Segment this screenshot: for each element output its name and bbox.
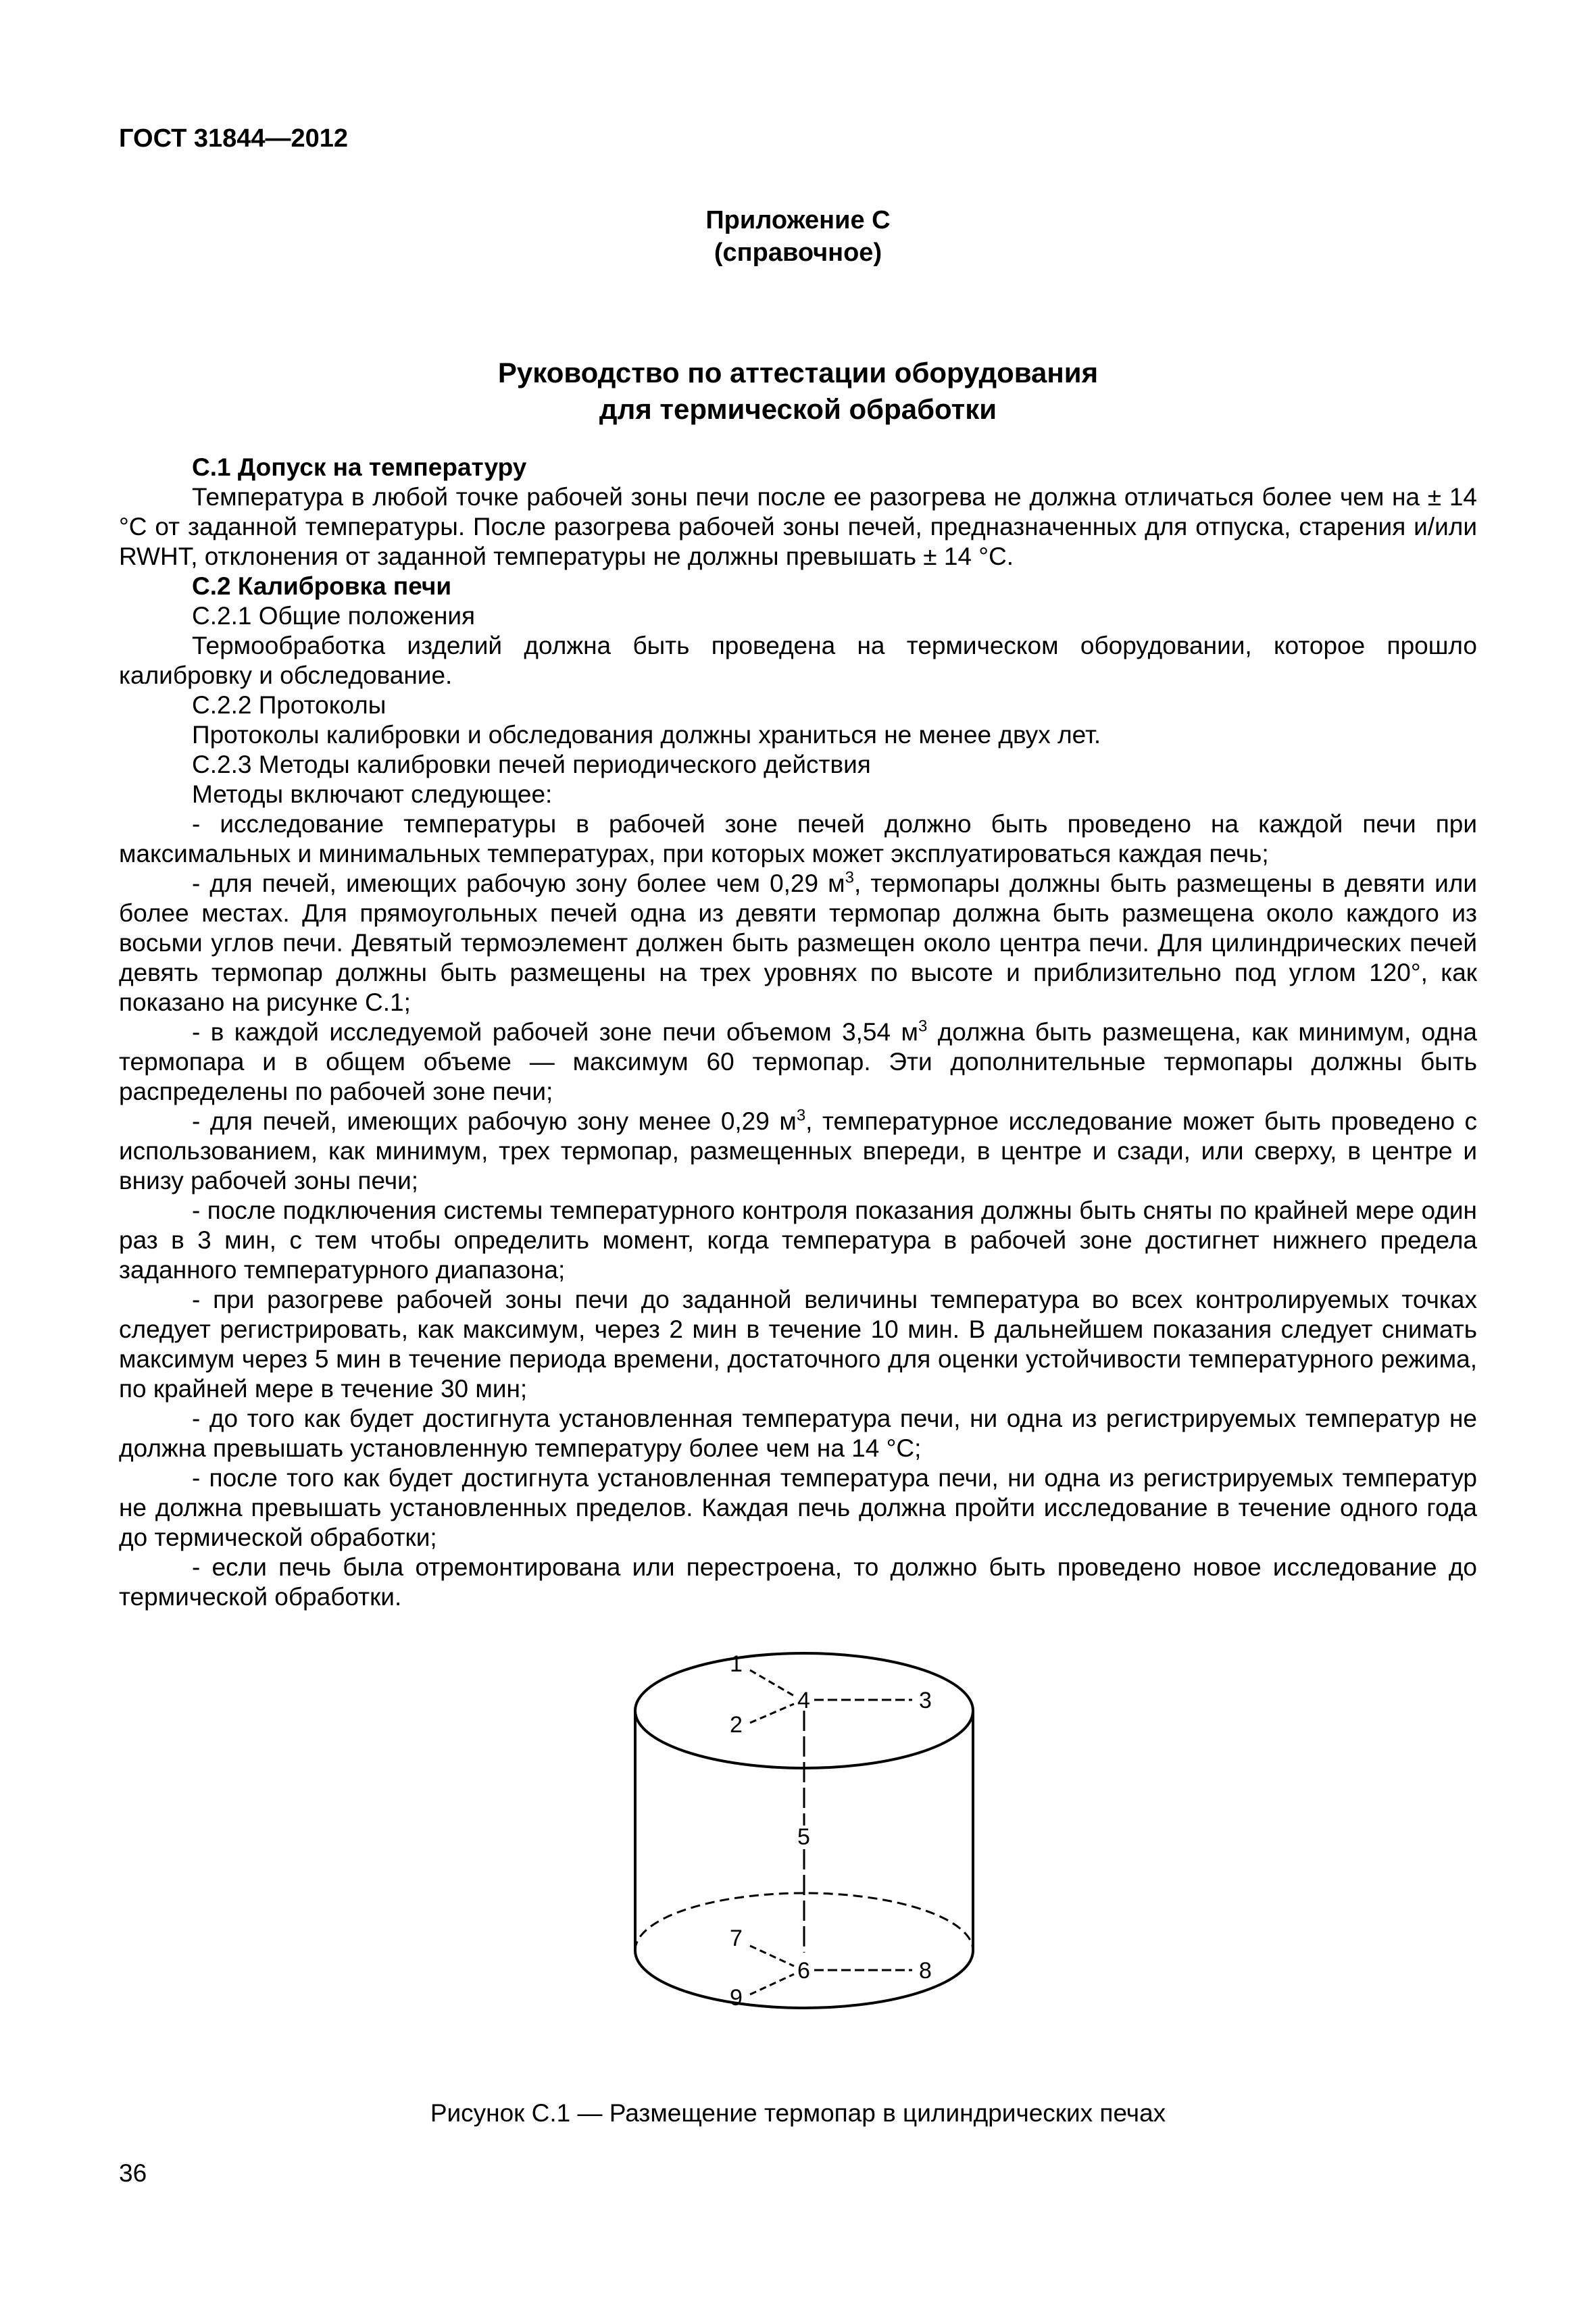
- label-3: 3: [919, 1688, 932, 1713]
- superscript: 3: [918, 1017, 928, 1036]
- superscript: 3: [796, 1106, 806, 1125]
- list-item: [119, 1017, 1477, 1107]
- document-code: ГОСТ 31844—2012: [119, 124, 349, 153]
- list-item: - после того как будет достигнута установленная температура печи, ни одна из регистрируемых температур не должна превышать установленных пределов. Каждая печь должна пройти исследование в течение одного года до термической обработки;: [119, 1464, 1477, 1551]
- leader-line: [750, 1704, 794, 1723]
- list-item: - если печь была отремонтирована или перестроена, то должно быть проведено новое исследование до термической обработки.: [119, 1553, 1477, 1611]
- annex-body: [119, 453, 1477, 1612]
- annex-title-line1: Руководство по аттестации оборудования: [497, 357, 1099, 388]
- label-4: 4: [797, 1688, 810, 1713]
- section-c23-heading: С.2.3 Методы калибровки печей периодического действия: [192, 751, 871, 778]
- list-item-text: , термопары должны быть размещены в девяти или более местах. Для прямоугольных печей одна из девяти термопар должна быть размещена около каждого из восьми углов печи. Девятый термоэлемент должен быть размещен около центра печи. Для цилиндрических печей девять термопар должны быть размещены на трех уровнях по высоте и приблизительно под углом 120°, как показано на рисунке С.1;: [119, 870, 1477, 1016]
- list-item-text: должна быть размещена, как минимум, одна термопара и в общем объеме — максимум 60 термопар. Эти дополнительные термопары должны быть распределены по рабочей зоне печи;: [119, 1018, 1478, 1105]
- section-c22-text: Протоколы калибровки и обследования должны храниться не менее двух лет.: [192, 721, 1101, 749]
- label-2: 2: [730, 1712, 743, 1738]
- list-item-text: - в каждой исследуемой рабочей зоне печи объемом 3,54 м: [192, 1018, 918, 1046]
- section-c22-heading: С.2.2 Протоколы: [192, 691, 386, 719]
- list-item: - при разогреве рабочей зоны печи до заданной величины температура во всех контролируемых точках следует регистрировать, как максимум, через 2 мин в течение 10 мин. В дальнейшем показания следует снимать максимум через 5 мин в течение периода времени, достаточного для оценки устойчивости температурного режима, по крайней мере в течение 30 мин;: [119, 1286, 1477, 1403]
- list-item-text: , температурное исследование может быть проведено с использованием, как минимум, трех термопар, размещенных впереди, в центре и сзади, или сверху, в центре и внизу рабочей зоны печи;: [119, 1107, 1477, 1194]
- annex-type: (справочное): [714, 238, 882, 267]
- figure-cylinder-diagram: [628, 1643, 980, 2021]
- list-item: - до того как будет достигнута установленная температура печи, ни одна из регистрируемых температур не должна превышать установленную температуру более чем на 14 °С;: [119, 1405, 1477, 1462]
- list-item-text: - для печей, имеющих рабочую зону менее 0,29 м: [192, 1107, 797, 1135]
- list-item: - после подключения системы температурного контроля показания должны быть сняты по крайней мере один раз в 3 мин, с тем чтобы определить момент, когда температура в рабочей зоне достигнет нижнего предела заданного температурного диапазона;: [119, 1197, 1477, 1284]
- section-c1-text: Температура в любой точке рабочей зоны печи после ее разогрева не должна отличаться более чем на ± 14 °С от заданной температуры. После разогрева рабочей зоны печей, предназначенных для отпуска, старения и/или RWHT, отклонения от заданной температуры не должны превышать ± 14 °С.: [119, 483, 1477, 570]
- section-c21-text: Термообработка изделий должна быть проведена на термическом оборудовании, которое прошло калибровку и обследование.: [119, 632, 1477, 689]
- label-7: 7: [730, 1926, 743, 1951]
- section-c1-heading: С.1 Допуск на температуру: [192, 453, 527, 481]
- annex-title-line2: для термической обработки: [599, 393, 997, 425]
- figure-caption: Рисунок С.1 — Размещение термопар в цилиндрических печах: [430, 2099, 1166, 2127]
- superscript: 3: [845, 868, 854, 887]
- list-item: - исследование температуры в рабочей зоне печей должно быть проведено на каждой печи при максимальных и минимальных температурах, при которых может эксплуатироваться каждая печь;: [119, 810, 1477, 867]
- label-5: 5: [797, 1824, 810, 1850]
- label-9: 9: [730, 1985, 743, 2011]
- label-6: 6: [797, 1958, 810, 1984]
- section-c2-heading: С.2 Калибровка печи: [192, 572, 452, 600]
- list-item: [119, 1107, 1477, 1196]
- list-item: [119, 869, 1477, 1017]
- leader-line: [750, 1946, 794, 1966]
- page-number: 36: [119, 2159, 147, 2187]
- list-item-text: - для печей, имеющих рабочую зону более чем 0,29 м: [192, 870, 845, 897]
- section-c23-intro: Методы включают следующее:: [192, 780, 553, 808]
- leader-line: [750, 1974, 794, 1994]
- section-c21-heading: С.2.1 Общие положения: [192, 602, 476, 630]
- annex-label: Приложение С: [705, 206, 891, 234]
- leader-line: [750, 1670, 794, 1696]
- label-1: 1: [730, 1651, 743, 1677]
- label-8: 8: [919, 1958, 932, 1984]
